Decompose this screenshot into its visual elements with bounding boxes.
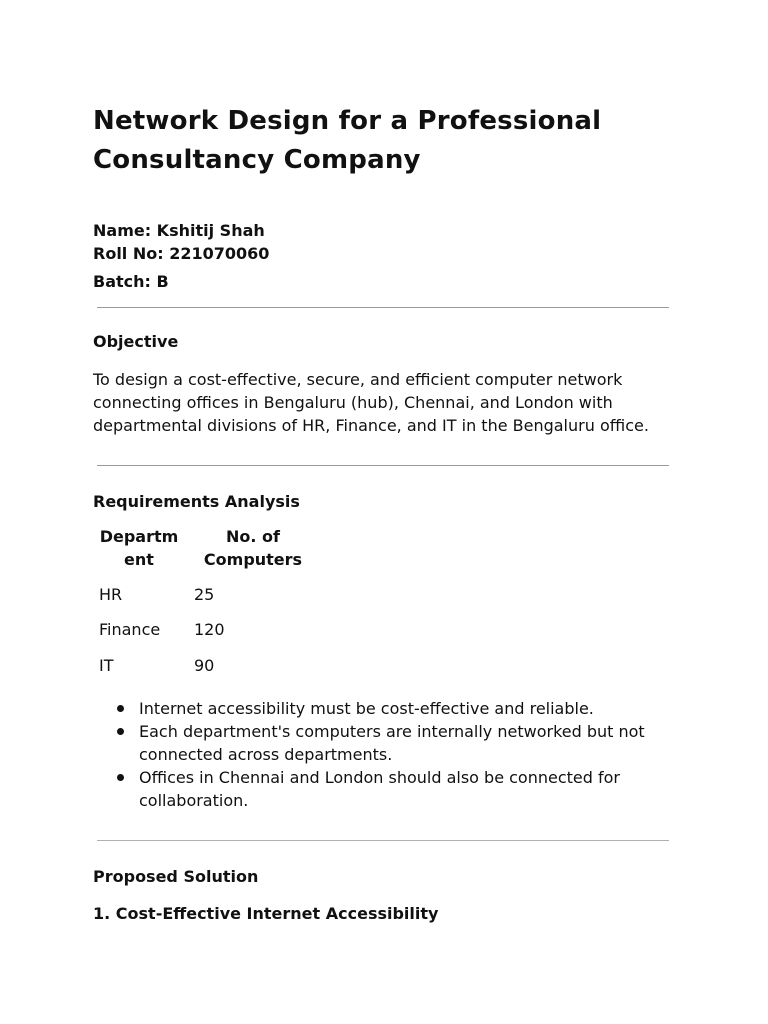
section-divider — [97, 465, 669, 466]
list-item — [113, 697, 653, 720]
objective-text: To design a cost-effective, secure, and efficient computer network connecting offices in Bengaluru (hub), Chennai, and London with departmental divisions of HR, Finance, and IT in the Bengaluru office. — [93, 370, 649, 435]
table-cell: Finance — [99, 620, 161, 639]
bullet-icon — [117, 705, 124, 712]
list-item-text: Each department's computers are internally networked but not connected across departments. — [139, 722, 645, 764]
table-header-computers: No. of Computers — [203, 527, 303, 569]
table-header-department: Departm ent — [99, 527, 179, 569]
bullet-icon — [117, 728, 124, 735]
requirements-list — [113, 697, 653, 812]
table-cell: 90 — [194, 656, 215, 675]
objective-heading: Objective — [93, 332, 179, 351]
table-cell: 120 — [194, 620, 225, 639]
bullet-icon — [117, 774, 124, 781]
batch: Batch: B — [93, 272, 169, 291]
proposed-heading: Proposed Solution — [93, 867, 259, 886]
list-item — [113, 766, 653, 812]
table-cell: 25 — [194, 585, 215, 604]
list-item — [113, 720, 653, 766]
requirements-heading: Requirements Analysis — [93, 492, 300, 511]
list-item-text: Offices in Chennai and London should also be connected for collaboration. — [139, 768, 620, 810]
document-title: Network Design for a Professional Consultancy Company — [93, 106, 602, 175]
proposed-subheading: 1. Cost-Effective Internet Accessibility — [93, 904, 439, 923]
section-divider — [97, 840, 669, 841]
section-divider — [97, 307, 669, 308]
table-cell: IT — [99, 656, 114, 675]
roll-number: Roll No: 221070060 — [93, 244, 270, 263]
list-item-text: Internet accessibility must be cost-effective and reliable. — [139, 699, 594, 718]
table-cell: HR — [99, 585, 123, 604]
author-name: Name: Kshitij Shah — [93, 221, 265, 240]
